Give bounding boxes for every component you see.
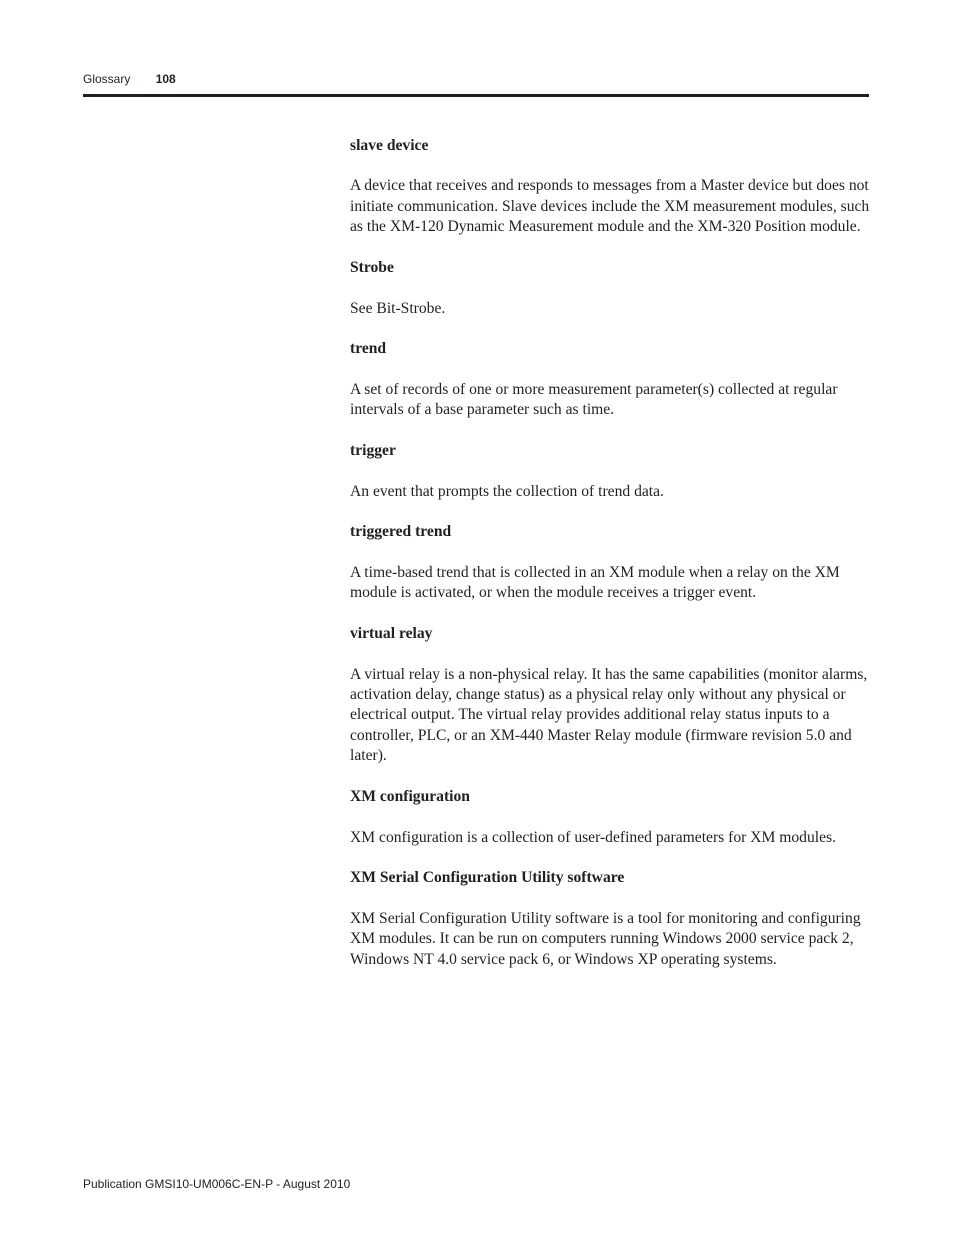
section-title: Glossary	[83, 72, 131, 86]
glossary-entry	[350, 624, 870, 766]
glossary-term: virtual relay	[350, 625, 433, 643]
glossary-definition: A set of records of one or more measurement parameter(s) collected at regular intervals of a base parameter such as time.	[350, 380, 838, 419]
glossary-definition: A virtual relay is a non-physical relay. It has the same capabilities (monitor alarms, activation delay, change status) as a physical relay only without any physical or electrical output. The virtual relay provides additional relay status inputs to a controller, PLC, or an XM-440 Master Relay module (firmware revision 5.0 and later).	[350, 665, 868, 765]
glossary-entry	[350, 787, 870, 848]
glossary-definition: An event that prompts the collection of trend data.	[350, 482, 664, 500]
glossary-definition: XM configuration is a collection of user-defined parameters for XM modules.	[350, 828, 836, 846]
glossary-term: XM Serial Configuration Utility software	[350, 869, 625, 887]
glossary-entry	[350, 258, 870, 319]
glossary-entry	[350, 868, 870, 970]
glossary-entry	[350, 441, 870, 502]
glossary-definition: XM Serial Configuration Utility software is a tool for monitoring and configuring XM modules. It can be run on computers running Windows 2000 service pack 2, Windows NT 4.0 service pack 6, or Windows XP operating systems.	[350, 909, 861, 968]
glossary-entries	[350, 136, 870, 991]
glossary-entry	[350, 339, 870, 420]
glossary-definition: A device that receives and responds to messages from a Master device but does not initiate communication. Slave devices include the XM measurement modules, such as the XM-120 Dynamic Measurement module and the XM-320 Position module.	[350, 177, 870, 236]
glossary-term: Strobe	[350, 259, 394, 277]
page-header	[83, 71, 176, 87]
publication-footer: Publication GMSI10-UM006C-EN-P - August 2010	[83, 1177, 351, 1191]
glossary-entry	[350, 522, 870, 603]
glossary-entry	[350, 136, 870, 238]
glossary-term: triggered trend	[350, 523, 452, 541]
glossary-term: XM configuration	[350, 788, 470, 806]
header-rule	[83, 94, 869, 97]
glossary-term: slave device	[350, 137, 429, 154]
glossary-definition: See Bit-Strobe.	[350, 299, 446, 317]
page-number: 108	[155, 72, 176, 86]
glossary-definition: A time-based trend that is collected in an XM module when a relay on the XM module is activated, or when the module receives a trigger event.	[350, 563, 840, 602]
glossary-term: trend	[350, 340, 387, 358]
glossary-term: trigger	[350, 442, 396, 460]
